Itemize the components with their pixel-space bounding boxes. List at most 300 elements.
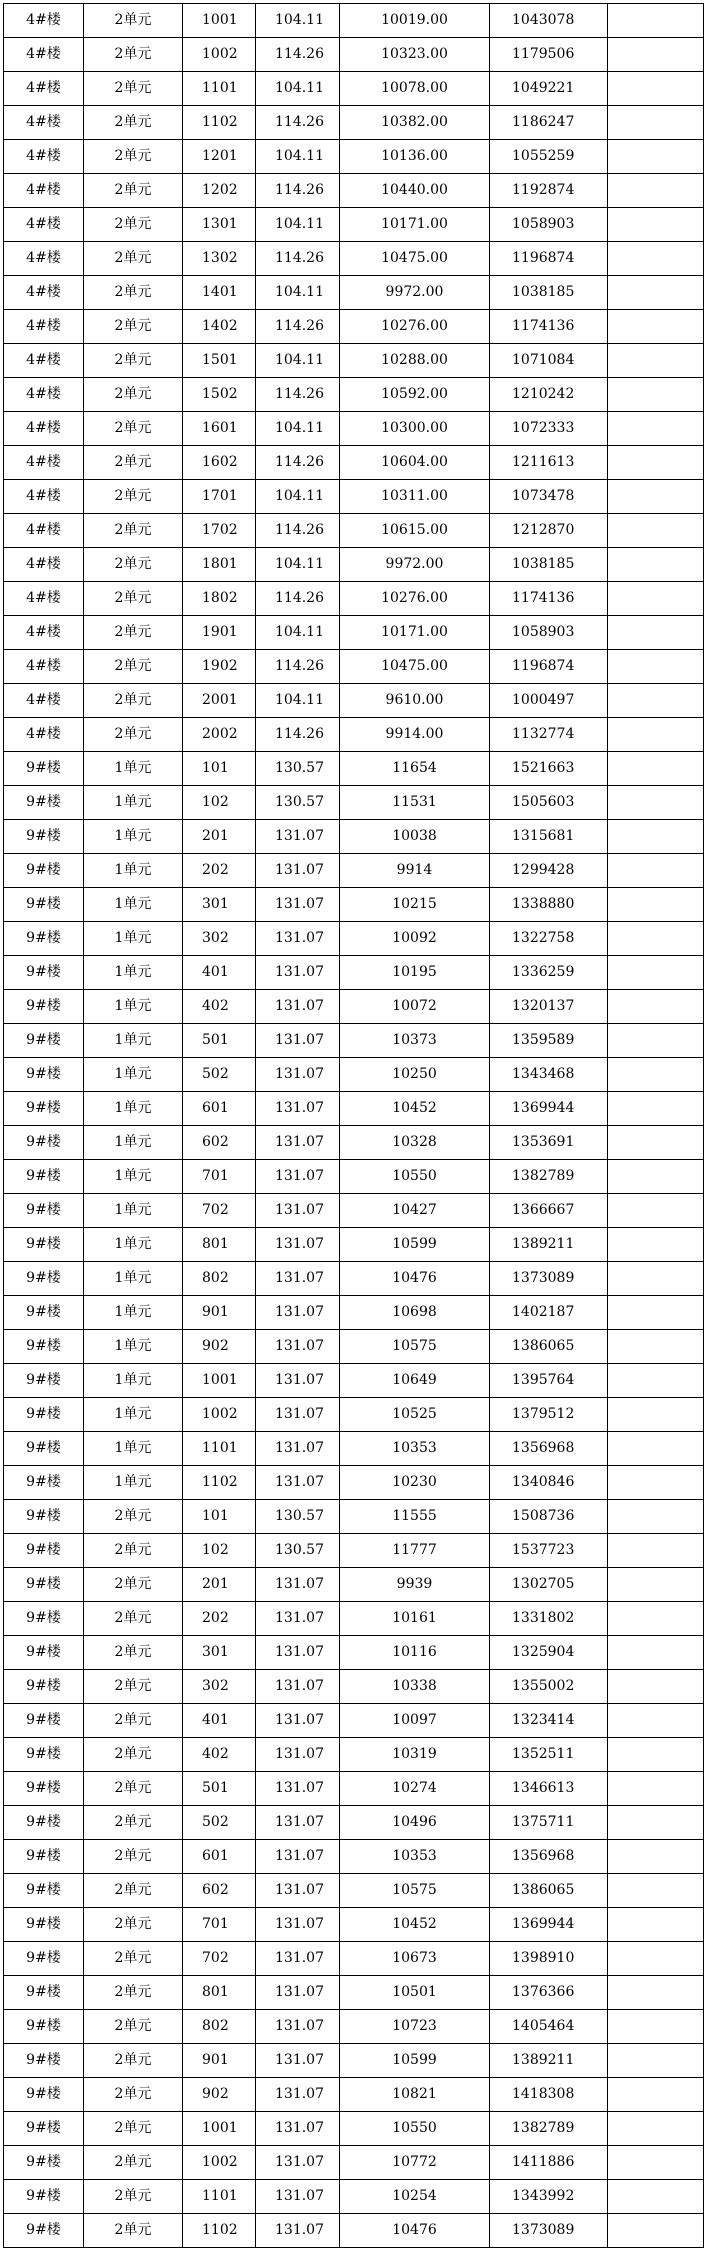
total-price-cell: 1346613	[490, 1772, 608, 1806]
building-cell: 4#楼	[4, 480, 84, 514]
unit-cell: 2单元	[84, 1738, 183, 1772]
unit-price-cell: 10254	[340, 2180, 490, 2214]
room-cell: 701	[183, 1908, 256, 1942]
total-price-cell: 1038185	[490, 548, 608, 582]
room-cell: 701	[183, 1160, 256, 1194]
remark-cell	[608, 378, 704, 412]
building-cell: 4#楼	[4, 650, 84, 684]
area-cell: 130.57	[256, 786, 340, 820]
unit-cell: 2单元	[84, 446, 183, 480]
building-cell: 9#楼	[4, 2010, 84, 2044]
table-row	[4, 752, 704, 786]
unit-cell: 1单元	[84, 922, 183, 956]
room-cell: 101	[183, 1500, 256, 1534]
total-price-cell: 1398910	[490, 1942, 608, 1976]
unit-price-cell: 9914	[340, 854, 490, 888]
total-price-cell: 1355002	[490, 1670, 608, 1704]
table-row	[4, 1262, 704, 1296]
unit-cell: 2单元	[84, 106, 183, 140]
building-cell: 4#楼	[4, 276, 84, 310]
unit-cell: 2单元	[84, 1636, 183, 1670]
remark-cell	[608, 1840, 704, 1874]
remark-cell	[608, 548, 704, 582]
room-cell: 302	[183, 1670, 256, 1704]
room-cell: 1701	[183, 480, 256, 514]
building-cell: 9#楼	[4, 1568, 84, 1602]
building-cell: 9#楼	[4, 1262, 84, 1296]
area-cell: 131.07	[256, 1636, 340, 1670]
remark-cell	[608, 1330, 704, 1364]
building-cell: 4#楼	[4, 582, 84, 616]
total-price-cell: 1210242	[490, 378, 608, 412]
area-cell: 104.11	[256, 344, 340, 378]
room-cell: 902	[183, 1330, 256, 1364]
remark-cell	[608, 1636, 704, 1670]
table-row	[4, 1670, 704, 1704]
building-cell: 9#楼	[4, 1092, 84, 1126]
room-cell: 1502	[183, 378, 256, 412]
total-price-cell: 1382789	[490, 2112, 608, 2146]
unit-cell: 1单元	[84, 990, 183, 1024]
unit-price-cell: 10427	[340, 1194, 490, 1228]
building-cell: 9#楼	[4, 990, 84, 1024]
unit-price-cell: 10171.00	[340, 616, 490, 650]
area-cell: 104.11	[256, 72, 340, 106]
building-cell: 4#楼	[4, 616, 84, 650]
room-cell: 702	[183, 1942, 256, 1976]
table-row	[4, 1942, 704, 1976]
remark-cell	[608, 1670, 704, 1704]
room-cell: 902	[183, 2078, 256, 2112]
remark-cell	[608, 820, 704, 854]
building-cell: 9#楼	[4, 1806, 84, 1840]
area-cell: 114.26	[256, 514, 340, 548]
unit-cell: 1单元	[84, 1364, 183, 1398]
unit-price-cell: 9972.00	[340, 548, 490, 582]
room-cell: 301	[183, 888, 256, 922]
total-price-cell: 1418308	[490, 2078, 608, 2112]
remark-cell	[608, 1602, 704, 1636]
total-price-cell: 1411886	[490, 2146, 608, 2180]
room-cell: 602	[183, 1874, 256, 1908]
total-price-cell: 1174136	[490, 310, 608, 344]
table-row	[4, 4, 704, 38]
unit-cell: 2单元	[84, 412, 183, 446]
unit-cell: 1单元	[84, 786, 183, 820]
area-cell: 114.26	[256, 174, 340, 208]
table-row	[4, 1092, 704, 1126]
room-cell: 601	[183, 1840, 256, 1874]
unit-cell: 2单元	[84, 1500, 183, 1534]
unit-price-cell: 10311.00	[340, 480, 490, 514]
table-row	[4, 276, 704, 310]
unit-cell: 1单元	[84, 1398, 183, 1432]
table-row	[4, 514, 704, 548]
unit-cell: 2单元	[84, 72, 183, 106]
room-cell: 1801	[183, 548, 256, 582]
table-row	[4, 616, 704, 650]
room-cell: 602	[183, 1126, 256, 1160]
room-cell: 301	[183, 1636, 256, 1670]
area-cell: 131.07	[256, 1908, 340, 1942]
building-cell: 9#楼	[4, 1024, 84, 1058]
unit-cell: 1单元	[84, 1432, 183, 1466]
building-cell: 4#楼	[4, 310, 84, 344]
building-cell: 9#楼	[4, 1772, 84, 1806]
unit-price-cell: 10592.00	[340, 378, 490, 412]
remark-cell	[608, 752, 704, 786]
area-cell: 131.07	[256, 1058, 340, 1092]
unit-cell: 2单元	[84, 2214, 183, 2248]
total-price-cell: 1352511	[490, 1738, 608, 1772]
remark-cell	[608, 242, 704, 276]
area-cell: 131.07	[256, 1568, 340, 1602]
unit-price-cell: 10698	[340, 1296, 490, 1330]
unit-price-cell: 11555	[340, 1500, 490, 1534]
table-row	[4, 1058, 704, 1092]
unit-cell: 2单元	[84, 2044, 183, 2078]
unit-cell: 2单元	[84, 4, 183, 38]
building-cell: 9#楼	[4, 752, 84, 786]
room-cell: 1802	[183, 582, 256, 616]
unit-price-cell: 10072	[340, 990, 490, 1024]
unit-price-cell: 10599	[340, 2044, 490, 2078]
unit-cell: 2单元	[84, 616, 183, 650]
area-cell: 104.11	[256, 684, 340, 718]
room-cell: 1102	[183, 2214, 256, 2248]
unit-cell: 1单元	[84, 1058, 183, 1092]
room-cell: 1002	[183, 2146, 256, 2180]
remark-cell	[608, 1296, 704, 1330]
table-row	[4, 786, 704, 820]
total-price-cell: 1356968	[490, 1840, 608, 1874]
building-cell: 9#楼	[4, 956, 84, 990]
unit-cell: 2单元	[84, 38, 183, 72]
room-cell: 102	[183, 786, 256, 820]
total-price-cell: 1174136	[490, 582, 608, 616]
building-cell: 9#楼	[4, 1466, 84, 1500]
room-cell: 1001	[183, 1364, 256, 1398]
area-cell: 131.07	[256, 2112, 340, 2146]
total-price-cell: 1211613	[490, 446, 608, 480]
area-cell: 104.11	[256, 140, 340, 174]
room-cell: 401	[183, 956, 256, 990]
total-price-cell: 1386065	[490, 1330, 608, 1364]
unit-price-cell: 9914.00	[340, 718, 490, 752]
unit-cell: 1单元	[84, 1126, 183, 1160]
room-cell: 2002	[183, 718, 256, 752]
unit-price-cell: 10116	[340, 1636, 490, 1670]
building-cell: 9#楼	[4, 1296, 84, 1330]
unit-cell: 1单元	[84, 1160, 183, 1194]
remark-cell	[608, 38, 704, 72]
unit-price-cell: 10276.00	[340, 582, 490, 616]
room-cell: 601	[183, 1092, 256, 1126]
building-cell: 9#楼	[4, 1738, 84, 1772]
unit-cell: 1单元	[84, 888, 183, 922]
unit-price-cell: 10230	[340, 1466, 490, 1500]
remark-cell	[608, 310, 704, 344]
area-cell: 104.11	[256, 276, 340, 310]
table-row	[4, 1364, 704, 1398]
table-body	[4, 4, 704, 2248]
area-cell: 131.07	[256, 2078, 340, 2112]
area-cell: 104.11	[256, 412, 340, 446]
building-cell: 9#楼	[4, 1602, 84, 1636]
table-row	[4, 38, 704, 72]
remark-cell	[608, 1568, 704, 1602]
table-row	[4, 310, 704, 344]
remark-cell	[608, 786, 704, 820]
unit-cell: 2单元	[84, 140, 183, 174]
room-cell: 1401	[183, 276, 256, 310]
building-cell: 4#楼	[4, 514, 84, 548]
unit-price-cell: 10615.00	[340, 514, 490, 548]
unit-price-cell: 10019.00	[340, 4, 490, 38]
table-row	[4, 684, 704, 718]
unit-price-cell: 9939	[340, 1568, 490, 1602]
table-row	[4, 1432, 704, 1466]
unit-cell: 2单元	[84, 1942, 183, 1976]
table-row	[4, 1806, 704, 1840]
total-price-cell: 1373089	[490, 1262, 608, 1296]
building-cell: 9#楼	[4, 820, 84, 854]
area-cell: 131.07	[256, 888, 340, 922]
table-row	[4, 1024, 704, 1058]
unit-cell: 2单元	[84, 1772, 183, 1806]
unit-price-cell: 9610.00	[340, 684, 490, 718]
unit-cell: 2单元	[84, 1670, 183, 1704]
area-cell: 131.07	[256, 854, 340, 888]
room-cell: 502	[183, 1806, 256, 1840]
remark-cell	[608, 480, 704, 514]
unit-cell: 2单元	[84, 1976, 183, 2010]
room-cell: 1102	[183, 106, 256, 140]
remark-cell	[608, 174, 704, 208]
unit-price-cell: 10274	[340, 1772, 490, 1806]
unit-price-cell: 10673	[340, 1942, 490, 1976]
building-cell: 4#楼	[4, 378, 84, 412]
remark-cell	[608, 1466, 704, 1500]
total-price-cell: 1331802	[490, 1602, 608, 1636]
total-price-cell: 1340846	[490, 1466, 608, 1500]
building-cell: 9#楼	[4, 786, 84, 820]
table-row	[4, 242, 704, 276]
remark-cell	[608, 684, 704, 718]
unit-price-cell: 10723	[340, 2010, 490, 2044]
remark-cell	[608, 1058, 704, 1092]
unit-price-cell: 10195	[340, 956, 490, 990]
building-cell: 9#楼	[4, 1398, 84, 1432]
area-cell: 131.07	[256, 1330, 340, 1364]
unit-cell: 2单元	[84, 208, 183, 242]
total-price-cell: 1505603	[490, 786, 608, 820]
unit-cell: 2单元	[84, 344, 183, 378]
room-cell: 2001	[183, 684, 256, 718]
building-cell: 9#楼	[4, 2180, 84, 2214]
table-row	[4, 1602, 704, 1636]
area-cell: 131.07	[256, 1126, 340, 1160]
total-price-cell: 1386065	[490, 1874, 608, 1908]
total-price-cell: 1299428	[490, 854, 608, 888]
building-cell: 9#楼	[4, 1432, 84, 1466]
unit-price-cell: 10250	[340, 1058, 490, 1092]
total-price-cell: 1359589	[490, 1024, 608, 1058]
building-cell: 9#楼	[4, 1670, 84, 1704]
remark-cell	[608, 650, 704, 684]
total-price-cell: 1338880	[490, 888, 608, 922]
area-cell: 131.07	[256, 1194, 340, 1228]
area-cell: 130.57	[256, 1534, 340, 1568]
remark-cell	[608, 412, 704, 446]
unit-price-cell: 10171.00	[340, 208, 490, 242]
area-cell: 131.07	[256, 1160, 340, 1194]
room-cell: 501	[183, 1024, 256, 1058]
area-cell: 131.07	[256, 1772, 340, 1806]
remark-cell	[608, 4, 704, 38]
unit-cell: 1单元	[84, 1466, 183, 1500]
total-price-cell: 1058903	[490, 208, 608, 242]
building-cell: 9#楼	[4, 2146, 84, 2180]
building-cell: 9#楼	[4, 1534, 84, 1568]
room-cell: 202	[183, 854, 256, 888]
unit-cell: 2单元	[84, 650, 183, 684]
building-cell: 4#楼	[4, 548, 84, 582]
room-cell: 402	[183, 990, 256, 1024]
total-price-cell: 1072333	[490, 412, 608, 446]
remark-cell	[608, 1874, 704, 1908]
room-cell: 802	[183, 1262, 256, 1296]
table-row	[4, 140, 704, 174]
unit-price-cell: 11654	[340, 752, 490, 786]
unit-cell: 2单元	[84, 1840, 183, 1874]
building-cell: 9#楼	[4, 1194, 84, 1228]
total-price-cell: 1366667	[490, 1194, 608, 1228]
table-row	[4, 378, 704, 412]
total-price-cell: 1389211	[490, 1228, 608, 1262]
area-cell: 131.07	[256, 990, 340, 1024]
area-cell: 131.07	[256, 1398, 340, 1432]
total-price-cell: 1376366	[490, 1976, 608, 2010]
room-cell: 1901	[183, 616, 256, 650]
area-cell: 114.26	[256, 242, 340, 276]
unit-price-cell: 10382.00	[340, 106, 490, 140]
table-row	[4, 1636, 704, 1670]
unit-price-cell: 10097	[340, 1704, 490, 1738]
total-price-cell: 1343468	[490, 1058, 608, 1092]
room-cell: 801	[183, 1976, 256, 2010]
area-cell: 131.07	[256, 820, 340, 854]
unit-price-cell: 10575	[340, 1874, 490, 1908]
unit-price-cell: 10821	[340, 2078, 490, 2112]
remark-cell	[608, 2146, 704, 2180]
area-cell: 131.07	[256, 1942, 340, 1976]
total-price-cell: 1179506	[490, 38, 608, 72]
total-price-cell: 1055259	[490, 140, 608, 174]
remark-cell	[608, 2010, 704, 2044]
building-cell: 9#楼	[4, 1126, 84, 1160]
table-row	[4, 1772, 704, 1806]
building-cell: 4#楼	[4, 446, 84, 480]
remark-cell	[608, 1092, 704, 1126]
table-row	[4, 1704, 704, 1738]
total-price-cell: 1405464	[490, 2010, 608, 2044]
building-cell: 9#楼	[4, 2112, 84, 2146]
room-cell: 1201	[183, 140, 256, 174]
table-row	[4, 1976, 704, 2010]
total-price-cell: 1073478	[490, 480, 608, 514]
remark-cell	[608, 1942, 704, 1976]
remark-cell	[608, 582, 704, 616]
building-cell: 9#楼	[4, 1636, 84, 1670]
total-price-cell: 1323414	[490, 1704, 608, 1738]
area-cell: 114.26	[256, 650, 340, 684]
building-cell: 9#楼	[4, 1976, 84, 2010]
table-row	[4, 1296, 704, 1330]
unit-cell: 2单元	[84, 1568, 183, 1602]
total-price-cell: 1325904	[490, 1636, 608, 1670]
room-cell: 1002	[183, 38, 256, 72]
total-price-cell: 1537723	[490, 1534, 608, 1568]
area-cell: 131.07	[256, 2010, 340, 2044]
unit-price-cell: 9972.00	[340, 276, 490, 310]
room-cell: 402	[183, 1738, 256, 1772]
table-row	[4, 2044, 704, 2078]
total-price-cell: 1395764	[490, 1364, 608, 1398]
remark-cell	[608, 990, 704, 1024]
area-cell: 131.07	[256, 1466, 340, 1500]
area-cell: 130.57	[256, 1500, 340, 1534]
area-cell: 131.07	[256, 1228, 340, 1262]
area-cell: 131.07	[256, 1874, 340, 1908]
unit-price-cell: 10649	[340, 1364, 490, 1398]
total-price-cell: 1389211	[490, 2044, 608, 2078]
unit-price-cell: 10452	[340, 1908, 490, 1942]
unit-cell: 2单元	[84, 1534, 183, 1568]
unit-cell: 1单元	[84, 752, 183, 786]
unit-cell: 2单元	[84, 582, 183, 616]
total-price-cell: 1132774	[490, 718, 608, 752]
total-price-cell: 1192874	[490, 174, 608, 208]
table-row	[4, 1534, 704, 1568]
unit-price-cell: 10476	[340, 2214, 490, 2248]
building-cell: 4#楼	[4, 4, 84, 38]
total-price-cell: 1373089	[490, 2214, 608, 2248]
table-row	[4, 1500, 704, 1534]
unit-cell: 2单元	[84, 1908, 183, 1942]
room-cell: 202	[183, 1602, 256, 1636]
room-cell: 201	[183, 1568, 256, 1602]
room-cell: 1501	[183, 344, 256, 378]
room-cell: 1402	[183, 310, 256, 344]
total-price-cell: 1369944	[490, 1908, 608, 1942]
remark-cell	[608, 1806, 704, 1840]
total-price-cell: 1186247	[490, 106, 608, 140]
building-cell: 9#楼	[4, 2214, 84, 2248]
remark-cell	[608, 1126, 704, 1160]
table-row	[4, 1874, 704, 1908]
unit-price-cell: 10092	[340, 922, 490, 956]
total-price-cell: 1320137	[490, 990, 608, 1024]
table-row	[4, 208, 704, 242]
unit-cell: 1单元	[84, 1262, 183, 1296]
total-price-cell: 1302705	[490, 1568, 608, 1602]
area-cell: 131.07	[256, 1840, 340, 1874]
room-cell: 401	[183, 1704, 256, 1738]
area-cell: 131.07	[256, 1670, 340, 1704]
building-cell: 9#楼	[4, 2078, 84, 2112]
area-cell: 104.11	[256, 548, 340, 582]
